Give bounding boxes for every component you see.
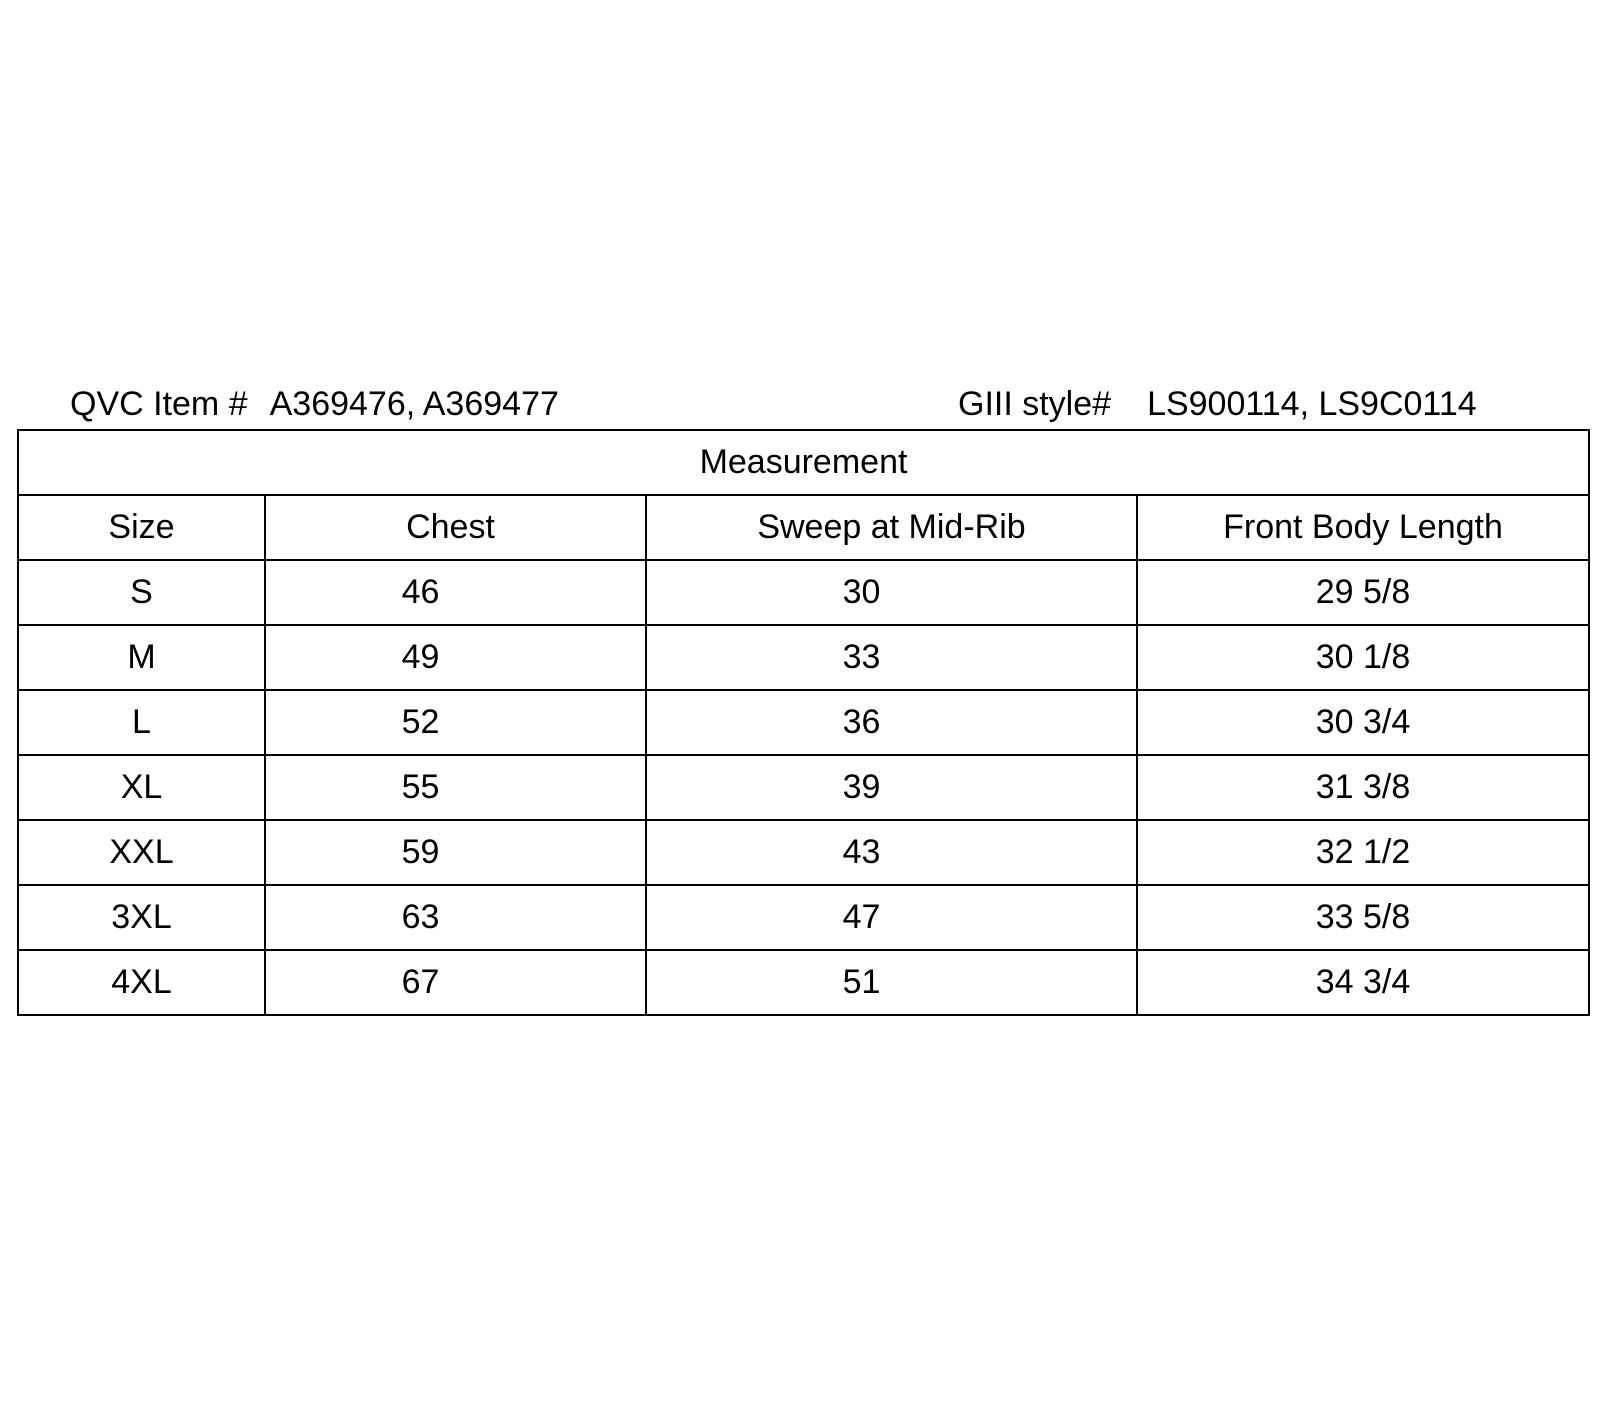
column-header-size: Size [18,495,265,560]
style-number-line [958,382,1477,426]
front-body-length-cell: 33 5/8 [1137,885,1589,950]
table-row [18,950,1589,1015]
column-header-front-body-length: Front Body Length [1137,495,1589,560]
front-body-length-cell: 34 3/4 [1137,950,1589,1015]
table-row [18,560,1589,625]
front-body-length-cell: 32 1/2 [1137,820,1589,885]
sweep-cell: 36 [646,690,1137,755]
table-header-row [18,495,1589,560]
sweep-cell: 47 [646,885,1137,950]
size-cell: 3XL [18,885,265,950]
table-body [18,560,1589,1015]
table-title-row [18,430,1589,495]
table-row [18,755,1589,820]
size-chart-table [17,429,1590,1016]
front-body-length-cell: 30 3/4 [1137,690,1589,755]
sweep-cell: 39 [646,755,1137,820]
size-cell: S [18,560,265,625]
front-body-length-cell: 29 5/8 [1137,560,1589,625]
qvc-item-label: QVC Item # [70,385,248,423]
front-body-length-cell: 31 3/8 [1137,755,1589,820]
table-row [18,885,1589,950]
chest-cell: 46 [265,560,646,625]
style-number-label: GIII style# [958,385,1112,423]
chest-cell: 49 [265,625,646,690]
sweep-cell: 33 [646,625,1137,690]
style-number-value: LS900114, LS9C0114 [1147,385,1477,423]
chest-cell: 55 [265,755,646,820]
table-row [18,625,1589,690]
chest-cell: 59 [265,820,646,885]
size-cell: M [18,625,265,690]
column-header-sweep: Sweep at Mid-Rib [646,495,1137,560]
size-cell: XXL [18,820,265,885]
qvc-item-line [70,382,559,426]
chest-cell: 63 [265,885,646,950]
chest-cell: 67 [265,950,646,1015]
table-row [18,820,1589,885]
size-cell: XL [18,755,265,820]
chest-cell: 52 [265,690,646,755]
front-body-length-cell: 30 1/8 [1137,625,1589,690]
sweep-cell: 43 [646,820,1137,885]
column-header-chest: Chest [265,495,646,560]
table-row [18,690,1589,755]
size-cell: L [18,690,265,755]
size-cell: 4XL [18,950,265,1015]
qvc-item-value: A369476, A369477 [269,385,559,423]
sweep-cell: 51 [646,950,1137,1015]
table-title: Measurement [18,430,1589,495]
sweep-cell: 30 [646,560,1137,625]
